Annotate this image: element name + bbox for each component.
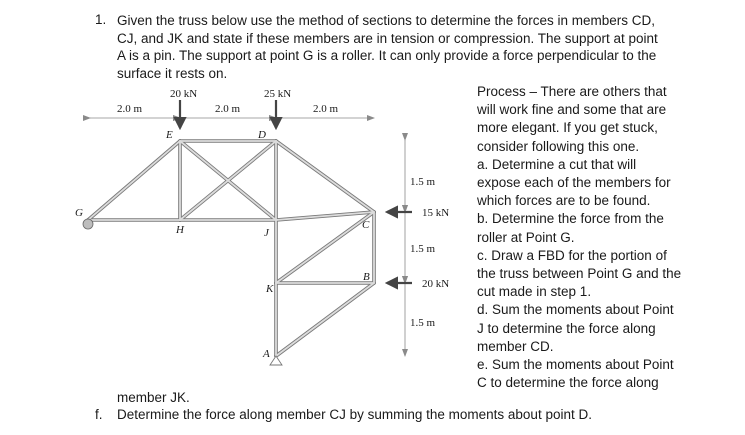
spacing-label-ge: 2.0 m — [117, 103, 143, 115]
step-b-line: roller at Point G. — [477, 229, 575, 245]
node-label-b: B — [363, 271, 370, 283]
step-c-line: the truss between Point G and the — [477, 266, 682, 282]
spacing-label-dc: 2.0 m — [313, 103, 339, 115]
step-f — [95, 407, 592, 422]
step-d-line: d. Sum the moments about Point — [477, 302, 674, 318]
step-f-letter: f. — [95, 407, 103, 422]
node-label-h: H — [176, 224, 184, 236]
question-number: 1. — [95, 12, 107, 27]
height-label-ba: 1.5 m — [410, 317, 436, 329]
step-a-line: expose each of the members for — [477, 175, 671, 191]
question-line: Given the truss below use the method of sections to determine the forces in members CD, — [117, 13, 656, 28]
step-e-continuation: member JK. — [117, 390, 190, 405]
truss-members-fill — [88, 141, 374, 356]
step-d-line: J to determine the force along — [477, 320, 656, 336]
load-label-d: 25 kN — [264, 88, 292, 100]
node-label-d: D — [258, 129, 266, 141]
process-intro-line: consider following this one. — [477, 138, 640, 154]
step-d-line: member CD. — [477, 338, 554, 354]
load-label-c: 15 kN — [422, 207, 450, 219]
roller-support-g — [83, 219, 93, 229]
pin-support-a — [270, 356, 282, 365]
node-label-a: A — [263, 348, 270, 360]
step-e-line: C to determine the force along — [477, 375, 659, 391]
node-label-j: J — [264, 227, 269, 239]
question-line: A is a pin. The support at point G is a roller. It can only provide a force perpendicular to the — [117, 48, 657, 63]
step-a-line: a. Determine a cut that will — [477, 156, 637, 172]
process-intro-line: more elegant. If you get stuck, — [477, 120, 658, 136]
height-label-dc: 1.5 m — [410, 176, 436, 188]
question-line: surface it rests on. — [117, 65, 228, 81]
node-label-e: E — [166, 129, 173, 141]
process-steps — [477, 83, 739, 392]
step-f-text: Determine the force along member CJ by summing the moments about point D. — [117, 407, 592, 422]
spacing-label-ed: 2.0 m — [215, 103, 241, 115]
question-line: CJ, and JK and state if these members are in tension or compression. The support at point — [117, 30, 658, 46]
step-c-line: cut made in step 1. — [477, 284, 592, 300]
step-b-line: b. Determine the force from the — [477, 211, 664, 227]
node-label-k: K — [266, 283, 274, 295]
node-label-g: G — [75, 207, 83, 219]
load-label-e: 20 kN — [170, 88, 198, 100]
node-label-c: C — [362, 219, 370, 231]
step-a-line: which forces are to be found. — [477, 193, 651, 209]
process-intro-line: Process – There are others that — [477, 84, 667, 99]
process-intro-line: will work fine and some that are — [477, 102, 667, 118]
step-c-line: c. Draw a FBD for the portion of — [477, 247, 667, 263]
height-label-cb: 1.5 m — [410, 243, 436, 255]
step-e-line: e. Sum the moments about Point — [477, 357, 674, 373]
truss-members — [88, 141, 374, 356]
load-label-b: 20 kN — [422, 278, 450, 290]
